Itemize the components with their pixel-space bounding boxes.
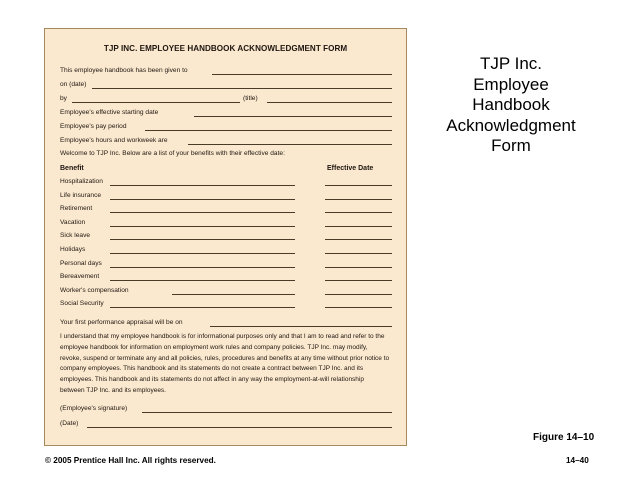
benefit-label: Sick leave — [60, 232, 91, 240]
benefit-line — [110, 307, 295, 308]
effective-date-header: Effective Date — [327, 165, 374, 172]
benefit-row — [60, 299, 392, 309]
pay-period-line — [145, 130, 392, 131]
date-row — [60, 419, 392, 429]
benefit-line — [110, 199, 295, 200]
benefit-line — [110, 253, 295, 254]
benefit-row — [60, 245, 392, 255]
effective-date-line — [325, 199, 392, 200]
title-label: (title) — [243, 95, 258, 102]
benefit-label: Retirement — [60, 205, 93, 213]
benefit-row — [60, 204, 392, 214]
benefit-label: Worker's compensation — [60, 286, 129, 294]
acknowledgment-form-image — [44, 28, 407, 446]
slide-title: TJP Inc. Employee Handbook Acknowledgment Form — [446, 54, 576, 156]
effective-date-line — [325, 226, 392, 227]
signature-line — [142, 412, 392, 413]
benefit-label: Social Security — [60, 300, 104, 308]
form-title: TJP INC. EMPLOYEE HANDBOOK ACKNOWLEDGMENT FORM — [103, 44, 348, 53]
appraisal-line — [210, 326, 392, 327]
effective-date-line — [325, 212, 392, 213]
figure-caption: Figure 14–10 — [533, 432, 595, 443]
hours-row — [60, 136, 392, 146]
benefit-label: Vacation — [60, 218, 86, 226]
on-date-label: on (date) — [60, 81, 87, 88]
benefit-line — [110, 267, 295, 268]
benefit-label: Holidays — [60, 246, 86, 253]
copyright-notice: © 2005 Prentice Hall Inc. All rights reserved. — [45, 456, 216, 465]
pay-period-row — [60, 122, 392, 132]
signature-row — [60, 404, 392, 414]
date-line — [87, 427, 392, 428]
benefit-row — [60, 191, 392, 201]
benefit-row — [60, 218, 392, 228]
benefit-line — [110, 226, 295, 227]
benefit-row — [60, 272, 392, 282]
benefit-row — [60, 259, 392, 269]
given-to-row — [60, 66, 392, 76]
date-label: (Date) — [60, 420, 79, 427]
effective-date-line — [325, 294, 392, 295]
by-line — [72, 102, 240, 103]
benefit-line — [172, 294, 295, 295]
benefit-label: Bereavement — [60, 273, 100, 281]
acknowledgment-paragraph: I understand that my employee handbook is for informational purposes only and that I am to read and refer to the employee handbook for information on employment work rules and company policies. TJP Inc. may modify, revoke, suspend or terminate any and all policies, rules, procedures and benefits at any time without prior notice to company employees. This handbook and its statements do not create a contract between TJP Inc. and its employees. This handbook and its statements do not affect in any way the employment-at-will relationship between TJP Inc. and its employees. — [60, 333, 390, 394]
start-date-label: Employee's effective starting date — [60, 109, 159, 116]
title-line — [267, 102, 392, 103]
page-number: 14–40 — [566, 456, 589, 465]
benefit-row — [60, 177, 392, 187]
start-date-row — [60, 108, 392, 118]
effective-date-line — [325, 185, 392, 186]
benefit-header-row — [60, 164, 392, 174]
benefit-line — [110, 239, 295, 240]
on-date-line — [92, 88, 392, 89]
effective-date-line — [325, 253, 392, 254]
signature-label: (Employee's signature) — [60, 405, 128, 412]
start-date-line — [194, 116, 392, 117]
on-date-row — [60, 80, 392, 90]
welcome-text: Welcome to TJP Inc. Below are a list of your benefits with their effective date: — [60, 150, 285, 157]
appraisal-label: Your first performance appraisal will be on — [60, 319, 183, 326]
effective-date-line — [325, 280, 392, 281]
effective-date-line — [325, 267, 392, 268]
appraisal-row — [60, 318, 392, 328]
benefit-line — [110, 212, 295, 213]
by-row — [60, 94, 392, 104]
pay-period-label: Employee's pay period — [60, 123, 127, 130]
hours-label: Employee's hours and workweek are — [60, 137, 168, 144]
benefit-line — [110, 185, 295, 186]
given-to-label: This employee handbook has been given to — [60, 67, 188, 74]
benefit-label: Personal days — [60, 259, 102, 267]
hours-line — [188, 144, 392, 145]
benefit-line — [110, 280, 295, 281]
benefit-row — [60, 231, 392, 241]
effective-date-line — [325, 239, 392, 240]
given-to-line — [212, 74, 392, 75]
benefit-row — [60, 286, 392, 296]
benefit-label: Hospitalization — [60, 178, 103, 185]
effective-date-line — [325, 307, 392, 308]
welcome-row — [60, 149, 392, 159]
benefit-header: Benefit — [60, 165, 84, 172]
by-label: by — [60, 95, 67, 102]
benefit-label: Life insurance — [60, 191, 102, 199]
